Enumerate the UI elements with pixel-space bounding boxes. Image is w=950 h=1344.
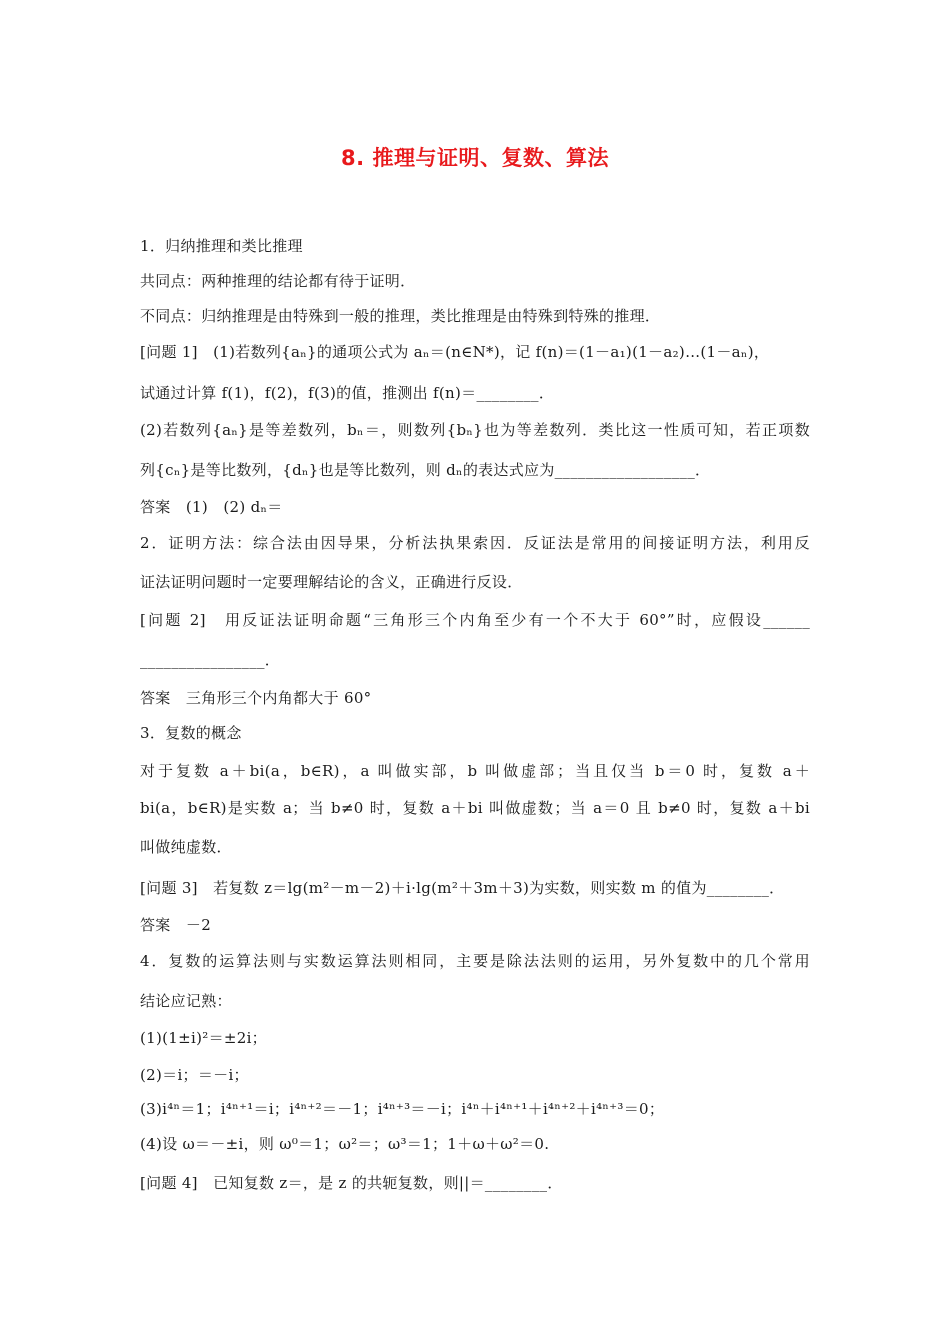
text-line: 对于复数 a＋bi(a，b∈R)，a 叫做实部，b 叫做虚部；当且仅当 b＝0 时，复数 a＋ xyxy=(140,762,810,780)
text-line: 1．归纳推理和类比推理 xyxy=(140,237,303,255)
text-line: [问题 1] (1)若数列{aₙ}的通项公式为 aₙ＝(n∈N*)，记 f(n)＝(1－a₁)(1－a₂)…(1－aₙ)， xyxy=(140,343,770,361)
page-title: 8. 推理与证明、复数、算法 xyxy=(341,146,609,170)
text-line: 试通过计算 f(1)，f(2)，f(3)的值，推测出 f(n)＝________． xyxy=(140,384,555,402)
text-line: bi(a，b∈R)是实数 a；当 b≠0 时，复数 a＋bi 叫做虚数；当 a＝0 且 b≠0 时，复数 a＋bi xyxy=(140,799,810,817)
text-line: [问题 4] 已知复数 z＝，是 z 的共轭复数，则||＝________． xyxy=(140,1174,563,1192)
text-line: [问题 2] 用反证法证明命题“三角形三个内角至少有一个不大于 60°”时，应假设______ xyxy=(140,611,810,629)
text-line: 答案 三角形三个内角都大于 60° xyxy=(140,689,372,707)
text-line: 答案 －2 xyxy=(140,916,212,934)
text-line: ________________． xyxy=(140,651,281,669)
text-line: 4．复数的运算法则与实数运算法则相同，主要是除法法则的运用，另外复数中的几个常用 xyxy=(140,952,810,970)
text-line: (2)＝i；＝－i； xyxy=(140,1066,249,1084)
text-line: (2)若数列{aₙ}是等差数列，bₙ＝，则数列{bₙ}也为等差数列．类比这一性质可知，若正项数 xyxy=(140,421,810,439)
text-line: 叫做纯虚数． xyxy=(140,838,232,856)
text-line: 证法证明问题时一定要理解结论的含义，正确进行反设． xyxy=(140,573,523,591)
text-line: (3)i⁴ⁿ＝1；i⁴ⁿ⁺¹＝i；i⁴ⁿ⁺²＝－1；i⁴ⁿ⁺³＝－i；i⁴ⁿ＋i⁴ⁿ⁺¹＋i⁴ⁿ⁺²＋i⁴ⁿ⁺³＝0； xyxy=(140,1100,665,1118)
text-line: 2．证明方法：综合法由因导果，分析法执果索因．反证法是常用的间接证明方法，利用反 xyxy=(140,534,810,552)
text-line: [问题 3] 若复数 z＝lg(m²－m－2)＋i·lg(m²＋3m＋3)为实数，则实数 m 的值为________． xyxy=(140,879,785,897)
text-line: 不同点：归纳推理是由特殊到一般的推理，类比推理是由特殊到特殊的推理． xyxy=(140,307,661,325)
text-line: 答案 (1) (2) dₙ＝ xyxy=(140,498,283,516)
text-line: (4)设 ω＝－±i，则 ω⁰＝1；ω²＝；ω³＝1；1＋ω＋ω²＝0. xyxy=(140,1135,550,1153)
text-line: 共同点：两种推理的结论都有待于证明． xyxy=(140,272,416,290)
text-line: 结论应记熟： xyxy=(140,992,232,1010)
text-line: (1)(1±i)²＝±2i； xyxy=(140,1029,267,1047)
text-line: 3．复数的概念 xyxy=(140,724,242,742)
text-line: 列{cₙ}是等比数列，{dₙ}也是等比数列，则 dₙ的表达式应为__________________． xyxy=(140,461,711,479)
